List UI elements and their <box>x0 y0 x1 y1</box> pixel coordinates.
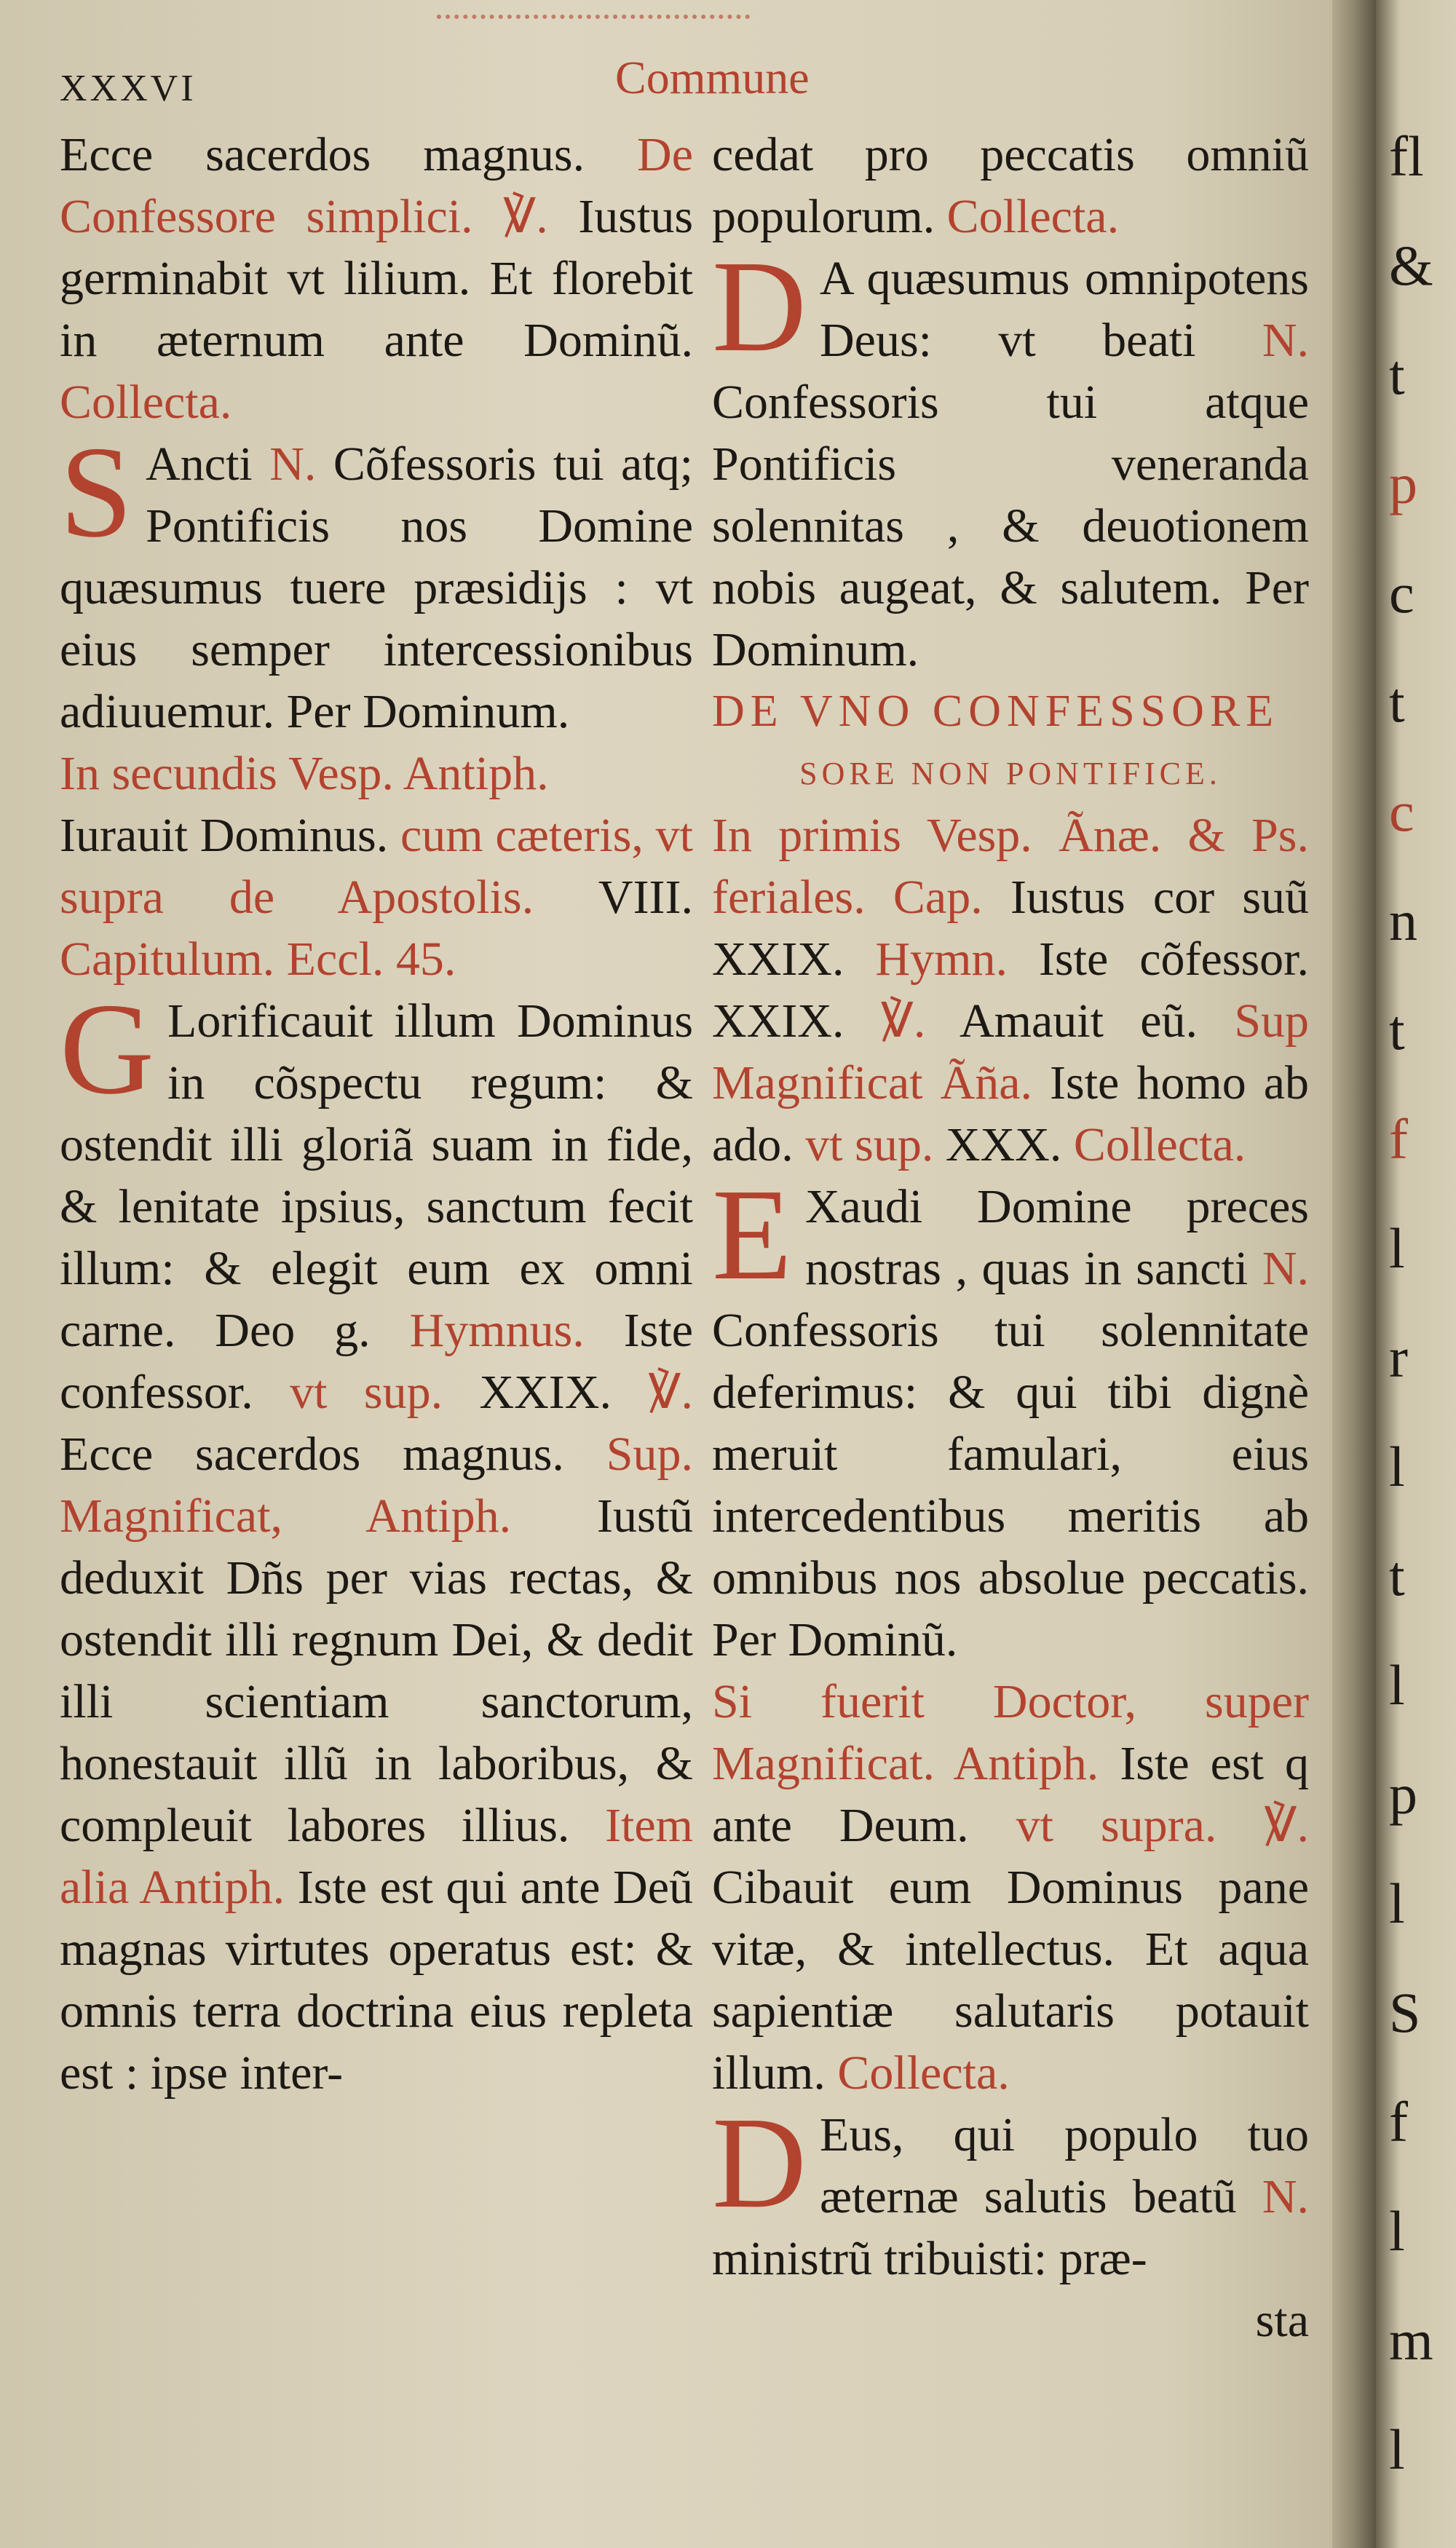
rubric-span: Sup. Magnificat, Antiph. <box>60 1428 693 1543</box>
facing-page-glyph: f <box>1389 2090 1408 2153</box>
rubric-span: vt sup. <box>290 1366 443 1419</box>
name-marker: N. <box>269 438 317 491</box>
text-span: A quæsumus omnipotens Deus: vt beati <box>820 252 1309 367</box>
facing-page-glyph: l <box>1389 1435 1405 1498</box>
text-span: cedat pro peccatis omniũ populorum. <box>712 128 1309 243</box>
numeral: XXIX. <box>712 933 844 986</box>
rubric-span: In primis Vesp. Ãnæ. & Ps. feriales. Cap. <box>712 809 1309 924</box>
right-column <box>712 124 1309 2351</box>
facing-page-glyph: l <box>1389 2199 1405 2263</box>
paragraph-3 <box>60 743 693 990</box>
facing-page-glyph: & <box>1389 234 1433 297</box>
rubric-span: vt supra. <box>1016 1799 1217 1852</box>
collecta-rubric: Collecta. <box>1073 1118 1246 1171</box>
text-span: Iustus cor suũ <box>1010 871 1310 924</box>
name-marker: N. <box>1262 1242 1309 1295</box>
facing-page-glyph: t <box>1389 343 1405 406</box>
numeral: XXIX. <box>479 1366 612 1419</box>
facing-page-glyph: c <box>1389 561 1415 625</box>
text-span: Amauit eũ. <box>960 994 1198 1048</box>
running-title: Commune <box>615 52 810 103</box>
facing-page-glyph: m <box>1389 2308 1433 2372</box>
facing-page-edge <box>1376 0 1456 2548</box>
facing-page-glyph: p <box>1389 1762 1417 1826</box>
rubric-span: cum cæteris, vt supra de Apostolis. <box>60 809 693 924</box>
text-span: Lorificauit illum Dominus in cõspectu regum: & ostendit illi gloriã suam in fide, & lenitate ipsius, sanctum fecit illum: & elegit eum ex omni carne. Deo g. <box>60 994 693 1357</box>
paragraph-10 <box>712 2090 1309 2290</box>
drop-cap: G <box>60 976 154 1121</box>
text-span: Iurauit Dominus. <box>60 809 389 862</box>
text-span: Confessoris tui atque Pontificis veneranda solennitas , & deuotionem nobis augeat, & salutem. Per Dominum. <box>712 376 1309 676</box>
versicle-icon: ℣. <box>1264 1799 1310 1852</box>
rubric-span: Item alia Antiph. <box>60 1799 694 1914</box>
bleed-through-trace <box>437 0 750 19</box>
collecta-rubric: Collecta. <box>837 2046 1010 2100</box>
text-span: Cibauit eum Dominus pane vitæ, & intellectus. Et aqua sapientiæ salutaris potauit illum. <box>712 1861 1309 2100</box>
text-span: Xaudi Domine preces nostras , quas in sancti <box>804 1180 1309 1295</box>
rubric-span: De Confessore simplici. ℣. <box>60 128 694 243</box>
facing-page-glyph: S <box>1389 1981 1421 2044</box>
paragraph-1 <box>60 124 693 433</box>
facing-page-glyph: r <box>1389 1326 1408 1389</box>
rubric-span: In secundis Vesp. Antiph. <box>60 747 549 800</box>
text-span: Iste est q ante Deum. <box>712 1737 1309 1852</box>
text-span: Iste cõfessor. <box>1038 933 1309 986</box>
drop-cap: E <box>712 1162 792 1307</box>
name-marker: N. <box>1262 314 1310 367</box>
catchword-line <box>712 2290 1309 2351</box>
facing-page-glyph: t <box>1389 998 1405 1061</box>
numeral: XXIX. <box>712 994 844 1048</box>
numeral: VIII. <box>598 871 694 924</box>
facing-page-glyph: l <box>1389 2418 1405 2481</box>
versicle-icon: ℣. <box>648 1366 693 1419</box>
rubric-span: Si fuerit Doctor, super Magnificat. Antiph. <box>712 1675 1309 1790</box>
text-span: ministrũ tribuisti: præ- <box>712 2232 1147 2285</box>
section-heading: DE VNO CONFESSORE <box>712 687 1280 736</box>
facing-page-glyph: c <box>1389 780 1415 843</box>
rubric-span: Hymn. <box>875 933 1008 986</box>
collecta-rubric: Collecta. <box>946 190 1120 243</box>
paragraph-9 <box>712 1671 1309 2104</box>
text-span: Ancti <box>146 438 253 491</box>
rubric-span: Sup Magnificat Ãña. <box>712 994 1310 1109</box>
text-span: Cõfessoris tui atq; Pontificis nos Domine quæsumus tuere præsidijs : vt eius semper intercessionibus adiuuemur. Per Dominum. <box>60 438 694 738</box>
facing-page-glyph: l <box>1389 1872 1405 1935</box>
text-span: Eus, qui populo tuo æternæ salutis beatũ <box>820 2108 1309 2223</box>
paragraph-5 <box>712 124 1309 248</box>
rubric-span: vt sup. <box>805 1118 934 1171</box>
book-gutter <box>1332 0 1376 2548</box>
text-span: Ecce sacerdos magnus. <box>60 128 585 181</box>
facing-page-glyph: n <box>1389 889 1417 952</box>
paragraph-6 <box>712 234 1310 681</box>
text-span: Iustus germinabit vt lilium. Et florebit in æternum ante Dominũ. <box>60 190 694 367</box>
name-marker: N. <box>1262 2170 1309 2223</box>
facing-page-glyph: l <box>1389 1653 1405 1717</box>
folio-number: XXXVI <box>60 68 197 109</box>
text-span: Iustũ deduxit Dñs per vias rectas, & ostendit illi regnum Dei, & dedit illi scientiam sanctorum, honestauit illũ in laboribus, & compleuit labores illius. <box>60 1489 693 1852</box>
versicle-icon: ℣. <box>880 994 926 1048</box>
text-span: Iste est qui ante Deũ magnas virtutes operatus est: & omnis terra doctrina eius repleta est : ipse inter- <box>60 1861 693 2100</box>
catchword: sta <box>1255 2294 1309 2347</box>
text-span: Ecce sacerdos magnus. <box>60 1428 564 1481</box>
rubric-span: Hymnus. <box>409 1304 585 1357</box>
drop-cap: D <box>712 2090 807 2235</box>
text-span: Iste confessor. <box>60 1304 693 1419</box>
facing-page-glyph: fl <box>1389 124 1424 188</box>
collecta-rubric: Collecta. <box>60 376 232 429</box>
facing-page-glyph: t <box>1389 670 1405 734</box>
capitulum-rubric: Capitulum. Eccl. 45. <box>60 933 456 986</box>
section-subheading: SORE NON PONTIFICE. <box>799 756 1222 791</box>
drop-cap: S <box>60 419 133 564</box>
paragraph-2 <box>60 419 694 743</box>
left-column <box>60 124 693 2104</box>
drop-cap: D <box>712 234 807 379</box>
paragraph-4 <box>60 976 694 2104</box>
facing-page-glyph: p <box>1389 452 1417 515</box>
paragraph-7 <box>712 804 1309 1176</box>
text-span: Iste homo ab ado. <box>712 1056 1309 1171</box>
facing-page-glyph: f <box>1389 1107 1408 1171</box>
numeral: XXX. <box>945 1118 1062 1171</box>
text-span: Confessoris tui solennitate deferimus: & qui tibi dignè meruit famulari, eius intercedentibus meritis ab omnibus nos absolue peccatis. Per Dominũ. <box>712 1304 1309 1666</box>
paragraph-8 <box>712 1162 1309 1671</box>
facing-page-glyph: t <box>1389 1544 1405 1607</box>
facing-page-glyph: l <box>1389 1216 1405 1280</box>
